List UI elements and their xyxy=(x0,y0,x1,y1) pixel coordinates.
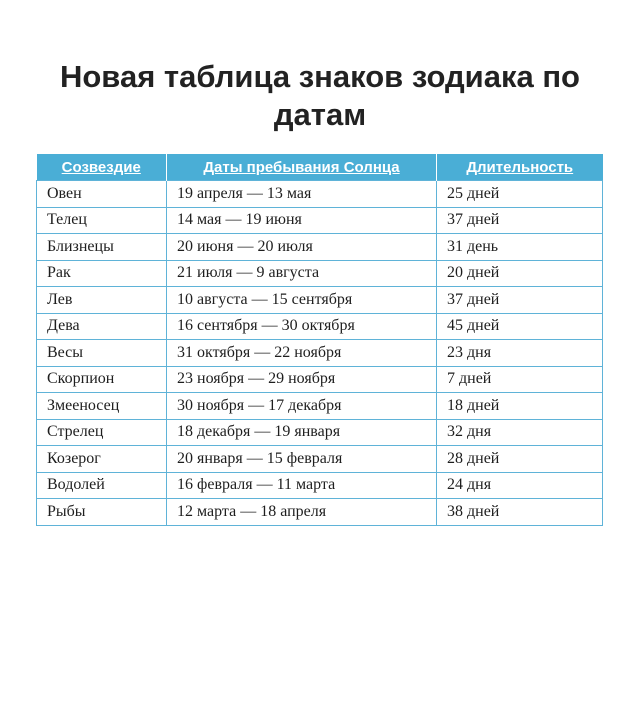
cell-constellation: Телец xyxy=(37,207,167,234)
cell-duration: 31 день xyxy=(437,234,603,261)
cell-constellation: Весы xyxy=(37,340,167,367)
cell-constellation: Лев xyxy=(37,287,167,314)
cell-dates: 30 ноября — 17 декабря xyxy=(167,393,437,420)
cell-constellation: Овен xyxy=(37,181,167,208)
cell-duration: 37 дней xyxy=(437,287,603,314)
table-row xyxy=(37,419,603,446)
cell-duration: 20 дней xyxy=(437,260,603,287)
cell-dates: 16 февраля — 11 марта xyxy=(167,472,437,499)
cell-duration: 45 дней xyxy=(437,313,603,340)
cell-dates: 19 апреля — 13 мая xyxy=(167,181,437,208)
cell-constellation: Козерог xyxy=(37,446,167,473)
cell-duration: 28 дней xyxy=(437,446,603,473)
cell-constellation: Стрелец xyxy=(37,419,167,446)
table-row xyxy=(37,287,603,314)
cell-dates: 31 октября — 22 ноября xyxy=(167,340,437,367)
cell-duration: 37 дней xyxy=(437,207,603,234)
page-title-line-2: датам xyxy=(273,97,367,132)
cell-constellation: Близнецы xyxy=(37,234,167,261)
table-row xyxy=(37,446,603,473)
cell-dates: 16 сентября — 30 октября xyxy=(167,313,437,340)
cell-duration: 38 дней xyxy=(437,499,603,526)
table-row xyxy=(37,393,603,420)
cell-dates: 12 марта — 18 апреля xyxy=(167,499,437,526)
table-row xyxy=(37,472,603,499)
zodiac-table xyxy=(36,154,603,526)
cell-dates: 10 августа — 15 сентября xyxy=(167,287,437,314)
cell-constellation: Змееносец xyxy=(37,393,167,420)
header-row xyxy=(37,154,603,181)
cell-constellation: Рак xyxy=(37,260,167,287)
cell-duration: 7 дней xyxy=(437,366,603,393)
cell-dates: 14 мая — 19 июня xyxy=(167,207,437,234)
column-header-dates: Даты пребывания Солнца xyxy=(167,154,437,181)
table-row xyxy=(37,340,603,367)
table-row xyxy=(37,260,603,287)
cell-dates: 20 июня — 20 июля xyxy=(167,234,437,261)
cell-constellation: Рыбы xyxy=(37,499,167,526)
cell-constellation: Дева xyxy=(37,313,167,340)
column-header-constellation: Созвездие xyxy=(37,154,167,181)
cell-dates: 20 января — 15 февраля xyxy=(167,446,437,473)
cell-dates: 18 декабря — 19 января xyxy=(167,419,437,446)
cell-duration: 24 дня xyxy=(437,472,603,499)
page-title xyxy=(0,58,640,134)
cell-constellation: Скорпион xyxy=(37,366,167,393)
cell-duration: 32 дня xyxy=(437,419,603,446)
table-row xyxy=(37,207,603,234)
table-row xyxy=(37,181,603,208)
column-header-duration: Длительность xyxy=(437,154,603,181)
cell-duration: 25 дней xyxy=(437,181,603,208)
cell-dates: 23 ноября — 29 ноября xyxy=(167,366,437,393)
table-row xyxy=(37,313,603,340)
cell-dates: 21 июля — 9 августа xyxy=(167,260,437,287)
page-title-line-1: Новая таблица знаков зодиака по xyxy=(59,59,580,94)
table-body xyxy=(37,181,603,526)
table-row xyxy=(37,234,603,261)
table-header xyxy=(37,154,603,181)
cell-constellation: Водолей xyxy=(37,472,167,499)
table-row xyxy=(37,499,603,526)
cell-duration: 18 дней xyxy=(437,393,603,420)
cell-duration: 23 дня xyxy=(437,340,603,367)
table-row xyxy=(37,366,603,393)
